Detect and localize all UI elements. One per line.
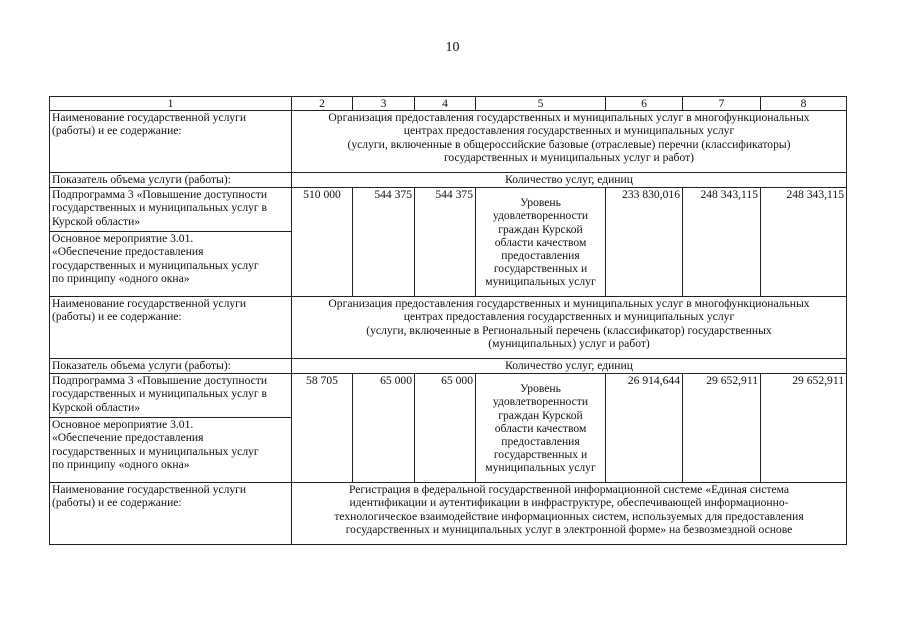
indicator-value: Количество услуг, единиц	[292, 359, 847, 374]
header-col-7: 7	[683, 97, 761, 111]
service-name-label: Наименование государственной услуги (работы) и ее содержание:	[50, 297, 292, 359]
header-col-8: 8	[761, 97, 847, 111]
value-col-6: 26 914,644	[606, 374, 683, 483]
value-col-3: 65 000	[353, 374, 415, 483]
header-col-4: 4	[415, 97, 476, 111]
value-col-8: 248 343,115	[761, 188, 847, 297]
indicator-label: Показатель объема услуги (работы):	[50, 173, 292, 188]
subprogram-label: Подпрограмма 3 «Повышение доступности государственных и муниципальных услуг в Курской области»	[50, 188, 292, 232]
indicator-value: Количество услуг, единиц	[292, 173, 847, 188]
header-col-1: 1	[50, 97, 292, 111]
activity-label: Основное мероприятие 3.01. «Обеспечение предоставления государственных и муниципальных услуг по принципу «одного окна»	[50, 232, 292, 297]
subprogram-row	[50, 188, 847, 232]
value-col-4: 65 000	[415, 374, 476, 483]
value-col-7: 29 652,911	[683, 374, 761, 483]
header-col-5: 5	[476, 97, 606, 111]
service-name-text: Организация предоставления государственных и муниципальных услуг в многофункциональных центрах предоставления государственных и муниципальных услуг (услуги, включенные в Региональный перечень (классификатор) государственных (муниципальных) услуг и работ)	[292, 297, 847, 359]
service-volume-table	[49, 96, 847, 545]
header-row	[50, 97, 847, 111]
service-name-text: Регистрация в федеральной государственной информационной системе «Единая система идентификации и аутентификации в инфраструктуре, обеспечивающей информационно- технологическое взаимодействие информационных систем, используемых для предоставления государственных и муниципальных услуг в электронной форме» на безвозмездной основе	[292, 483, 847, 545]
service-name-row	[50, 111, 847, 173]
value-col-2: 58 705	[292, 374, 353, 483]
page-number: 10	[445, 40, 460, 55]
value-col-8: 29 652,911	[761, 374, 847, 483]
header-col-2: 2	[292, 97, 353, 111]
indicator-row	[50, 359, 847, 374]
activity-label: Основное мероприятие 3.01. «Обеспечение предоставления государственных и муниципальных услуг по принципу «одного окна»	[50, 418, 292, 483]
value-col-7: 248 343,115	[683, 188, 761, 297]
service-name-label: Наименование государственной услуги (работы) и ее содержание:	[50, 111, 292, 173]
indicator-row	[50, 173, 847, 188]
quality-indicator: Уровень удовлетворенности граждан Курской области качеством предоставления государственных и муниципальных услуг	[476, 188, 606, 297]
indicator-label: Показатель объема услуги (работы):	[50, 359, 292, 374]
subprogram-row	[50, 374, 847, 418]
value-col-3: 544 375	[353, 188, 415, 297]
quality-indicator: Уровень удовлетворенности граждан Курской области качеством предоставления государственных и муниципальных услуг	[476, 374, 606, 483]
value-col-4: 544 375	[415, 188, 476, 297]
service-name-label: Наименование государственной услуги (работы) и ее содержание:	[50, 483, 292, 545]
header-col-6: 6	[606, 97, 683, 111]
value-col-6: 233 830,016	[606, 188, 683, 297]
value-col-2: 510 000	[292, 188, 353, 297]
service-name-row	[50, 297, 847, 359]
header-col-3: 3	[353, 97, 415, 111]
subprogram-label: Подпрограмма 3 «Повышение доступности государственных и муниципальных услуг в Курской области»	[50, 374, 292, 418]
service-name-text: Организация предоставления государственных и муниципальных услуг в многофункциональных центрах предоставления государственных и муниципальных услуг (услуги, включенные в общероссийские базовые (отраслевые) перечни (классификаторы) государственных и муниципальных услуг и работ)	[292, 111, 847, 173]
service-name-row	[50, 483, 847, 545]
